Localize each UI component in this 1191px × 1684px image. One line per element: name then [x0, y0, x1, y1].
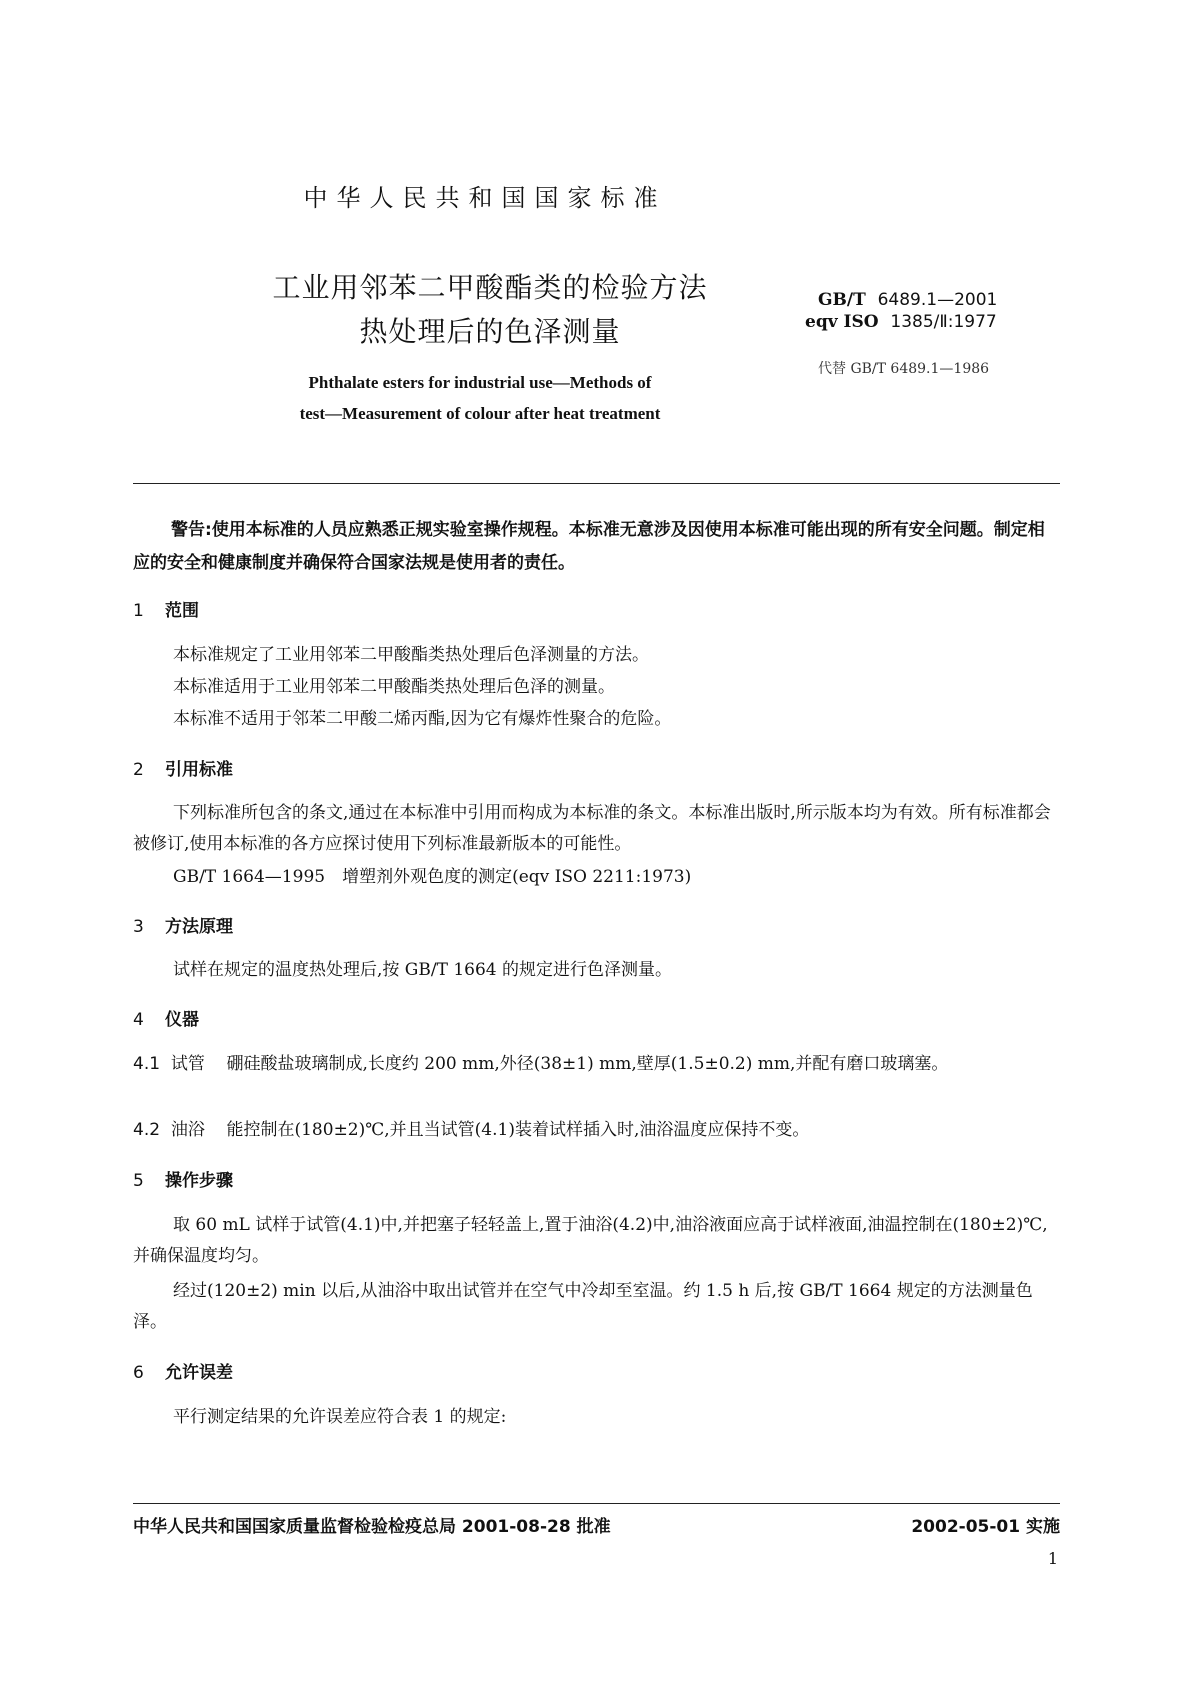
section-1-para-1: 本标准规定了工业用邻苯二甲酸酯类热处理后色泽测量的方法。 [173, 645, 649, 665]
title-cn-line2: 热处理后的色泽测量 [359, 315, 621, 348]
section-1-para-2: 本标准适用于工业用邻苯二甲酸酯类热处理后色泽的测量。 [173, 677, 615, 697]
subsection-4-2 [133, 1114, 1060, 1147]
section-number: 1 [133, 601, 144, 621]
standard-number-label: GB/T [818, 290, 866, 310]
section-title: 范围 [165, 601, 199, 621]
standard-number-value: 6489.1—2001 [877, 290, 998, 310]
national-standard-heading: 中华人民共和国国家标准 [303, 184, 667, 212]
subsection-4-1 [133, 1048, 1060, 1081]
section-title: 方法原理 [165, 917, 233, 937]
section-1-para-3: 本标准不适用于邻苯二甲酸二烯丙酯,因为它有爆炸性聚合的危险。 [173, 709, 672, 729]
replaces-standard: 代替 GB/T 6489.1—1986 [818, 361, 990, 377]
section-1-heading [133, 596, 199, 621]
equivalent-label: eqv ISO [805, 312, 879, 332]
section-number: 6 [133, 1363, 144, 1383]
subsection-text: 硼硅酸盐玻璃制成,长度约 200 mm,外径(38±1) mm,壁厚(1.5±0.2) mm,并配有磨口玻璃塞。 [226, 1054, 949, 1074]
standard-number [818, 290, 997, 310]
section-2-para-1: 下列标准所包含的条文,通过在本标准中引用而构成为本标准的条文。本标准出版时,所示版本均为有效。所有标准都会被修订,使用本标准的各方应探讨使用下列标准最新版本的可能性。 [133, 803, 1051, 854]
title-en-line1: Phthalate esters for industrial use—Methods of [308, 373, 652, 392]
section-number: 3 [133, 917, 144, 937]
section-6-heading [133, 1358, 233, 1383]
section-2-heading [133, 755, 233, 780]
section-3-heading [133, 912, 233, 937]
approval-statement: 中华人民共和国国家质量监督检验检疫总局 2001-08-28 批准 [133, 1517, 611, 1537]
section-5-para-1: 取 60 mL 试样于试管(4.1)中,并把塞子轻轻盖上,置于油浴(4.2)中,油浴液面应高于试样液面,油温控制在(180±2)℃,并确保温度均匀。 [133, 1215, 1048, 1266]
subsection-name: 油浴 [170, 1120, 205, 1140]
section-4-heading [133, 1005, 199, 1030]
section-number: 2 [133, 760, 144, 780]
effective-date: 2002-05-01 实施 [911, 1517, 1060, 1537]
page-number: 1 [1047, 1549, 1058, 1568]
section-5-para-2: 经过(120±2) min 以后,从油浴中取出试管并在空气中冷却至室温。约 1.5 h 后,按 GB/T 1664 规定的方法测量色泽。 [133, 1281, 1033, 1332]
section-title: 仪器 [165, 1010, 199, 1030]
subsection-number: 4.2 [133, 1120, 161, 1140]
subsection-text: 能控制在(180±2)℃,并且当试管(4.1)装着试样插入时,油浴温度应保持不变。 [226, 1120, 810, 1140]
header-divider [133, 483, 1060, 484]
warning-text: 警告:使用本标准的人员应熟悉正规实验室操作规程。本标准无意涉及因使用本标准可能出现的所有安全问题。制定相应的安全和健康制度并确保符合国家法规是使用者的责任。 [133, 520, 1045, 573]
section-title: 引用标准 [165, 760, 233, 780]
section-title: 允许误差 [165, 1363, 233, 1383]
title-cn-line1: 工业用邻苯二甲酸酯类的检验方法 [272, 271, 708, 304]
footer-divider [133, 1503, 1060, 1504]
equivalent-standard [805, 312, 997, 332]
title-en-line2: test—Measurement of colour after heat treatment [299, 404, 661, 423]
equivalent-value: 1385/Ⅱ:1977 [890, 312, 997, 332]
warning-paragraph [133, 514, 1060, 580]
section-title: 操作步骤 [165, 1171, 233, 1191]
section-number: 4 [133, 1010, 144, 1030]
section-3-para-1: 试样在规定的温度热处理后,按 GB/T 1664 的规定进行色泽测量。 [173, 960, 673, 980]
subsection-number: 4.1 [133, 1054, 161, 1074]
section-6-para-1: 平行测定结果的允许误差应符合表 1 的规定: [173, 1407, 507, 1427]
section-5-heading [133, 1166, 233, 1191]
section-number: 5 [133, 1171, 144, 1191]
subsection-name: 试管 [170, 1054, 205, 1074]
section-2-reference: GB/T 1664—1995 增塑剂外观色度的测定(eqv ISO 2211:1973) [173, 867, 692, 887]
